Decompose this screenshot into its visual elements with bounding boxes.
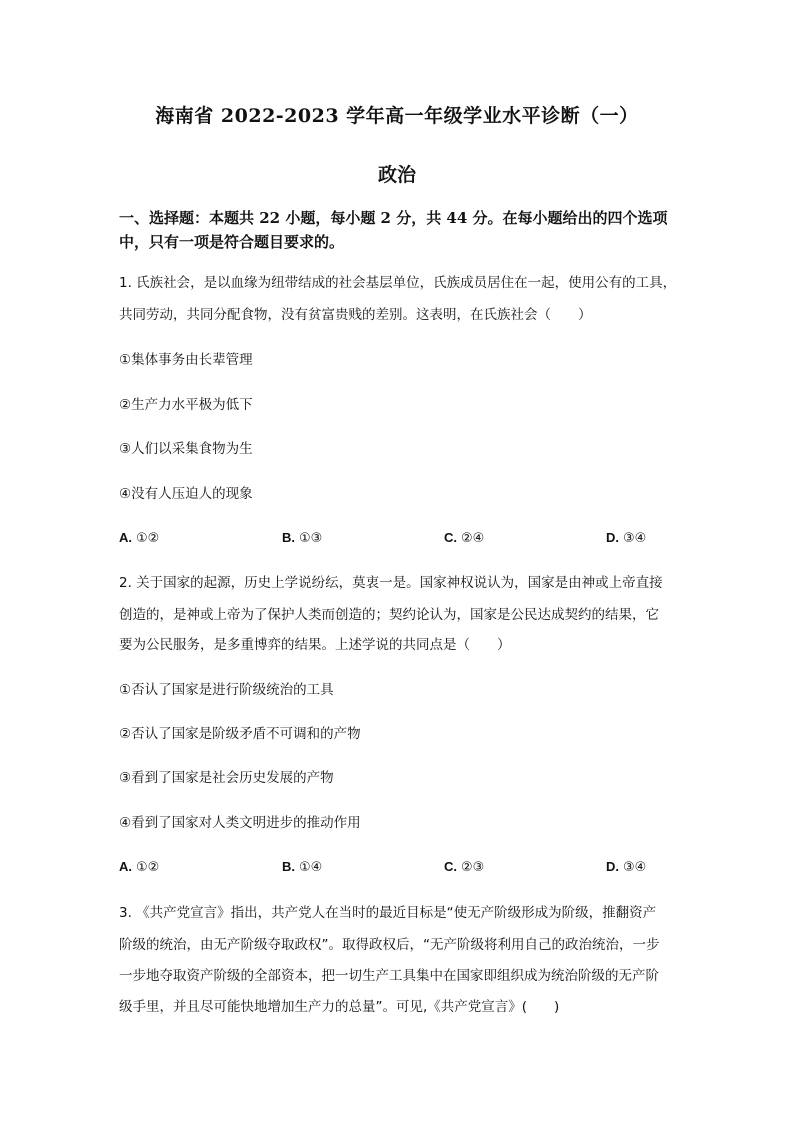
option-text: ②③ [461, 860, 485, 875]
exam-title: 海南省 2022-2023 学年高一年级学业水平诊断（一） [155, 105, 639, 127]
option-text: ③④ [623, 860, 647, 875]
answer-option-d [606, 528, 646, 549]
answer-option-b [282, 528, 322, 549]
statement-item: ②否认了国家是阶级矛盾不可调和的产物 [119, 726, 361, 742]
option-letter: C. [444, 530, 457, 545]
statement-item: ①集体事务由长辈管理 [119, 352, 253, 368]
question-stem-line: 阶级的统治，由无产阶级夺取政权”。取得政权后，“无产阶级将利用自己的政治统治，一步 [119, 937, 660, 953]
question-stem-line: 1. 氏族社会，是以血缘为纽带结成的社会基层单位，氏族成员居住在一起，使用公有的工具， [119, 275, 677, 291]
question-stem-line: 要为公民服务，是多重博弈的结果。上述学说的共同点是（ ） [119, 637, 511, 653]
statement-item: ④没有人压迫人的现象 [119, 486, 253, 502]
statement-item: ③看到了国家是社会历史发展的产物 [119, 770, 334, 786]
question-stem-line: 共同劳动，共同分配食物，没有贫富贵贱的差别。这表明，在氏族社会（ ） [119, 307, 592, 323]
option-letter: D. [606, 859, 619, 874]
answer-option-a [119, 857, 159, 878]
answer-option-b [282, 857, 322, 878]
section-heading [119, 206, 694, 254]
option-letter: B. [282, 859, 295, 874]
question-stem-line: 一步地夺取资产阶级的全部资本，把一切生产工具集中在国家即组织成为统治阶级的无产阶 [119, 968, 659, 984]
answer-option-c [444, 528, 484, 549]
option-text: ①④ [299, 860, 323, 875]
section-heading-line: 中，只有一项是符合题目要求的。 [119, 233, 345, 251]
option-letter: D. [606, 530, 619, 545]
option-letter: A. [119, 530, 132, 545]
option-text: ②④ [461, 531, 485, 546]
question-stem-line: 2. 关于国家的起源，历史上学说纷纭，莫衷一是。国家神权说认为，国家是由神或上帝直接 [119, 575, 663, 591]
option-text: ①② [136, 531, 160, 546]
question-stem-line: 创造的，是神或上帝为了保护人类而创造的；契约论认为，国家是公民达成契约的结果，它 [119, 607, 659, 623]
option-letter: A. [119, 859, 132, 874]
statement-item: ③人们以采集食物为生 [119, 441, 253, 457]
answer-option-d [606, 857, 646, 878]
statement-item: ④看到了国家对人类文明进步的推动作用 [119, 815, 361, 831]
subject-title: 政治 [377, 164, 416, 186]
option-text: ①② [136, 860, 160, 875]
statement-item: ①否认了国家是进行阶级统治的工具 [119, 682, 334, 698]
question-stem-line: 级手里，并且尽可能快地增加生产力的总量”。可见,《共产党宣言》( ) [119, 999, 560, 1015]
option-text: ③④ [623, 531, 647, 546]
answer-option-c [444, 857, 484, 878]
option-letter: B. [282, 530, 295, 545]
option-text: ①③ [299, 531, 323, 546]
answer-option-a [119, 528, 159, 549]
question-stem-line: 3. 《共产党宣言》指出，共产党人在当时的最近目标是“使无产阶级形成为阶级，推翻资产 [119, 905, 657, 921]
section-heading-line: 一、选择题：本题共 22 小题，每小题 2 分，共 44 分。在每小题给出的四个选项 [119, 209, 668, 227]
option-letter: C. [444, 859, 457, 874]
statement-item: ②生产力水平极为低下 [119, 397, 253, 413]
